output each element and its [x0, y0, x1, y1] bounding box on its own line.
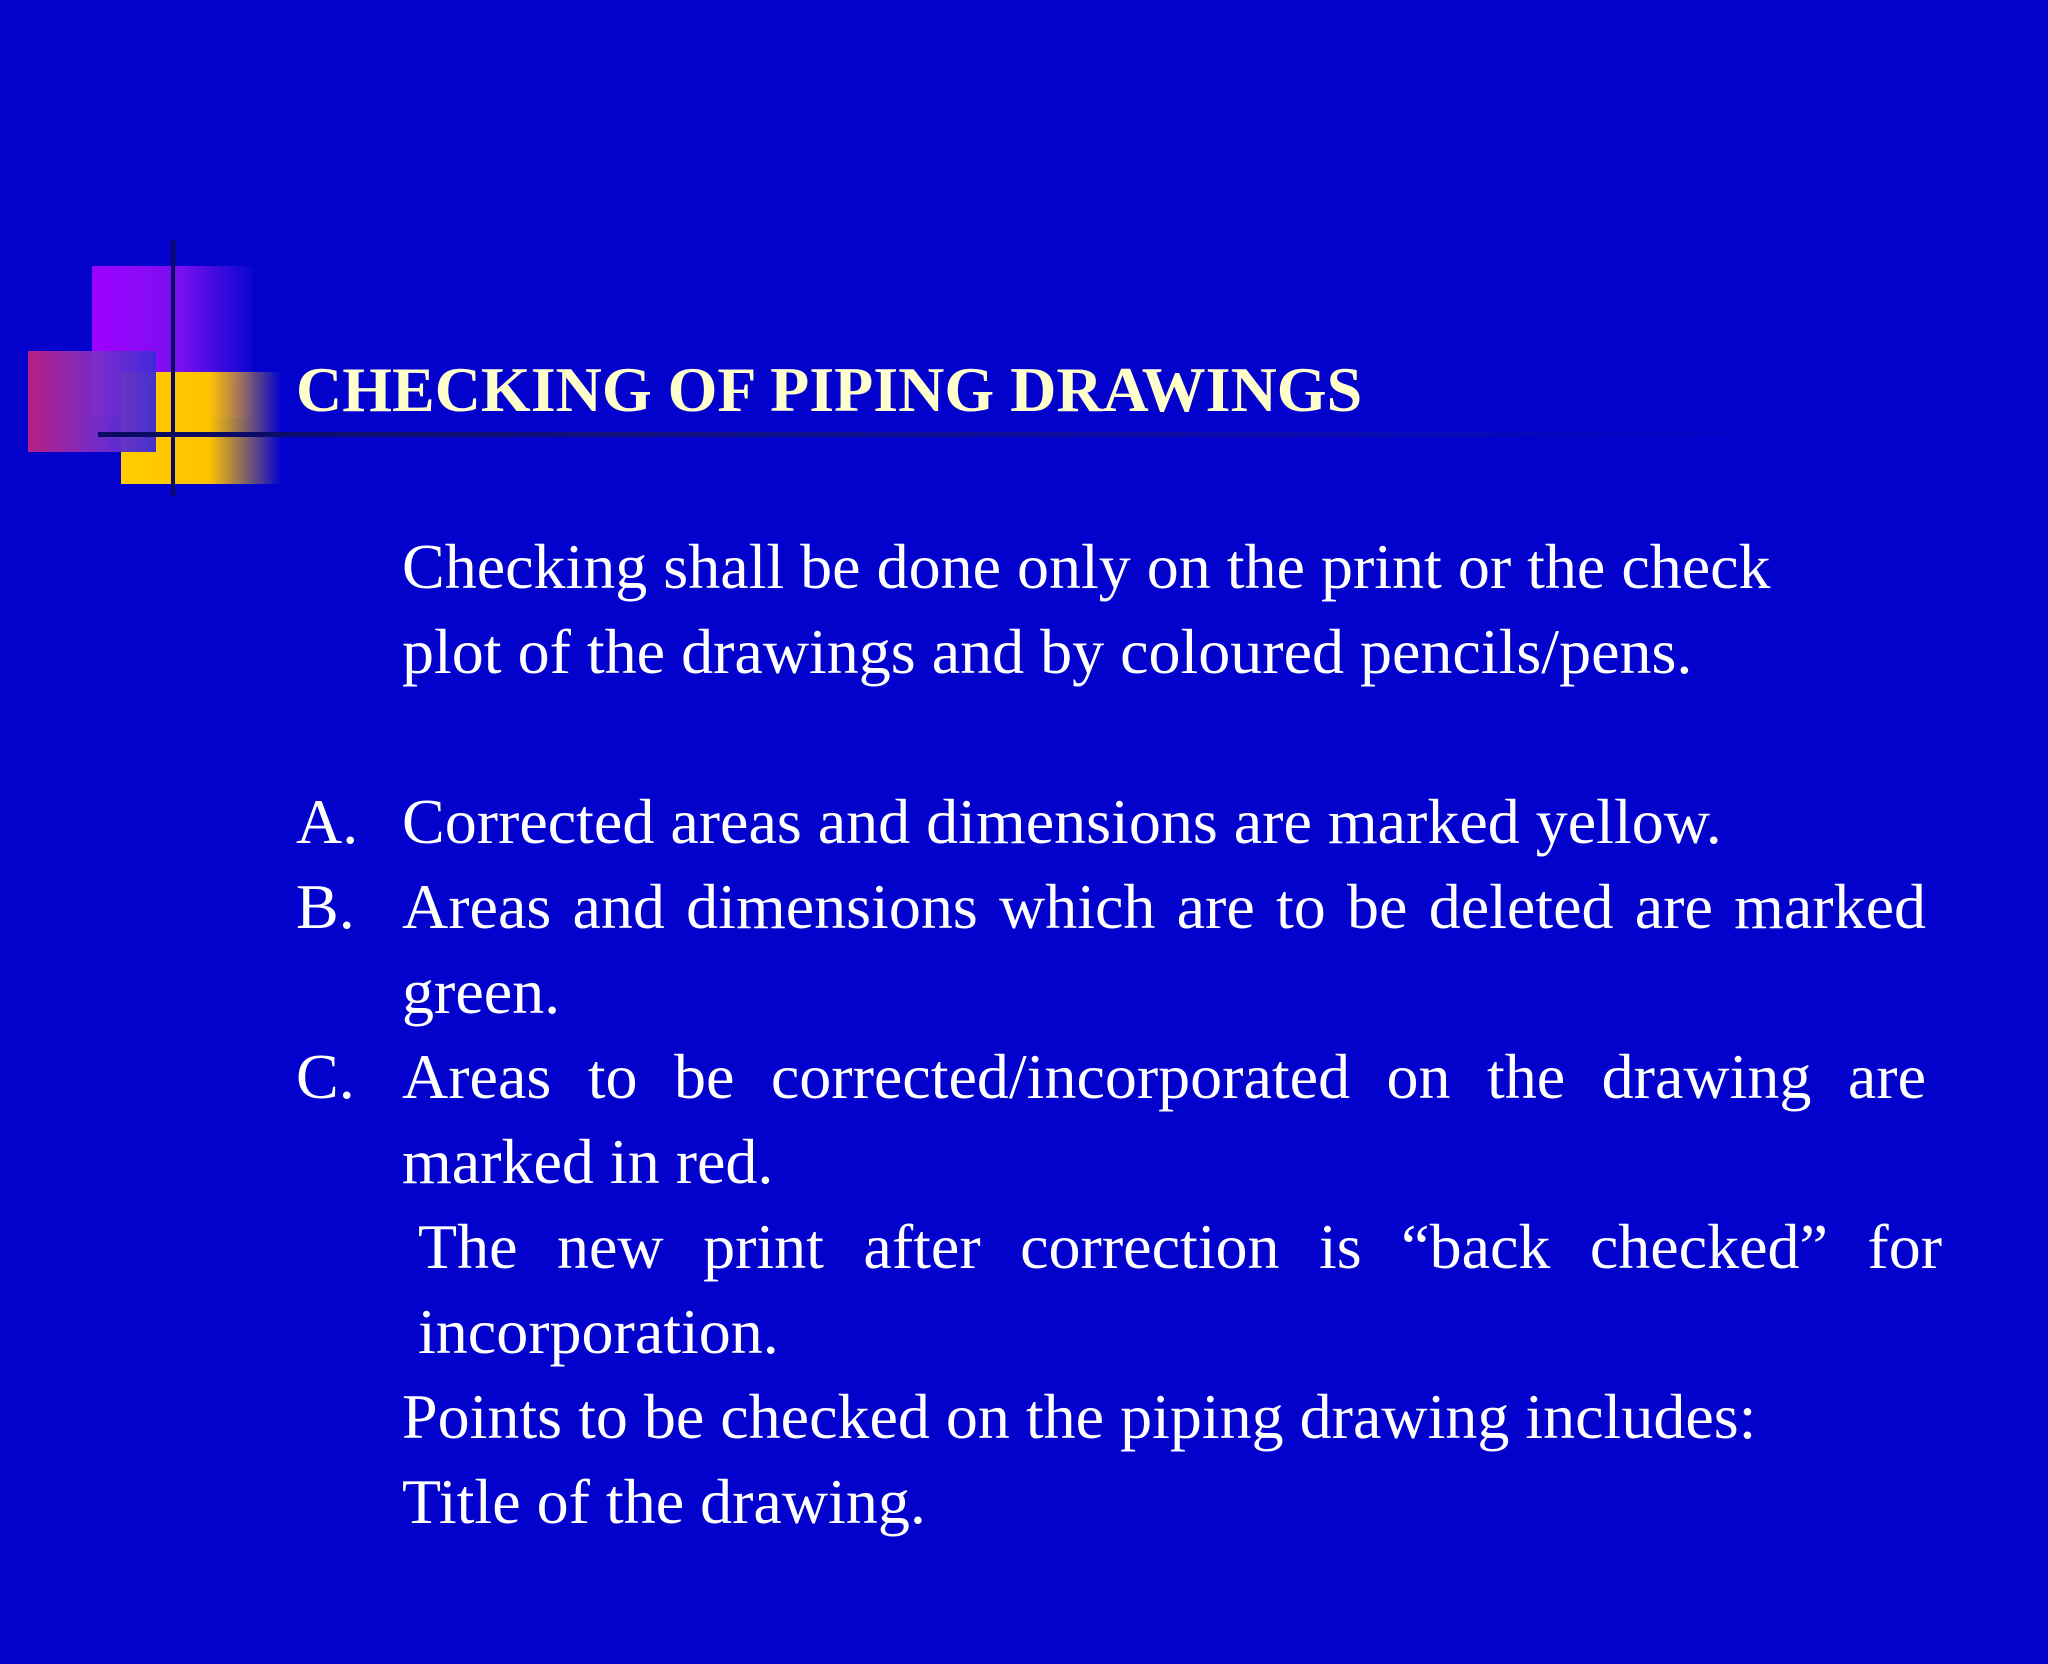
list-item-text: Corrected areas and dimensions are marked yellow. — [402, 786, 1722, 857]
slide-body — [296, 524, 1942, 1544]
intro-paragraph: Checking shall be done only on the print or the check plot of the drawings and by coloured pencils/pens. — [402, 531, 1771, 687]
list-marker: B. — [296, 871, 355, 942]
list-item-c — [296, 1034, 1926, 1204]
list-item-b — [296, 864, 1926, 1034]
list-item-a — [296, 779, 1926, 864]
points-intro: Points to be checked on the piping drawing includes: — [402, 1381, 1757, 1452]
back-check-note: The new print after correction is “back checked” for incorporation. — [418, 1211, 1942, 1367]
list-marker: C. — [296, 1041, 355, 1112]
title-underline — [98, 432, 1798, 437]
decorative-vertical-line — [171, 240, 175, 496]
list-item-text: Areas to be corrected/incorporated on the drawing are marked in red. — [402, 1041, 1926, 1197]
list-item-text: Areas and dimensions which are to be deleted are marked green. — [402, 871, 1926, 1027]
list-marker: A. — [296, 786, 359, 857]
slide-title: CHECKING OF PIPING DRAWINGS — [296, 354, 1363, 425]
point-title-of-drawing: Title of the drawing. — [402, 1466, 926, 1537]
